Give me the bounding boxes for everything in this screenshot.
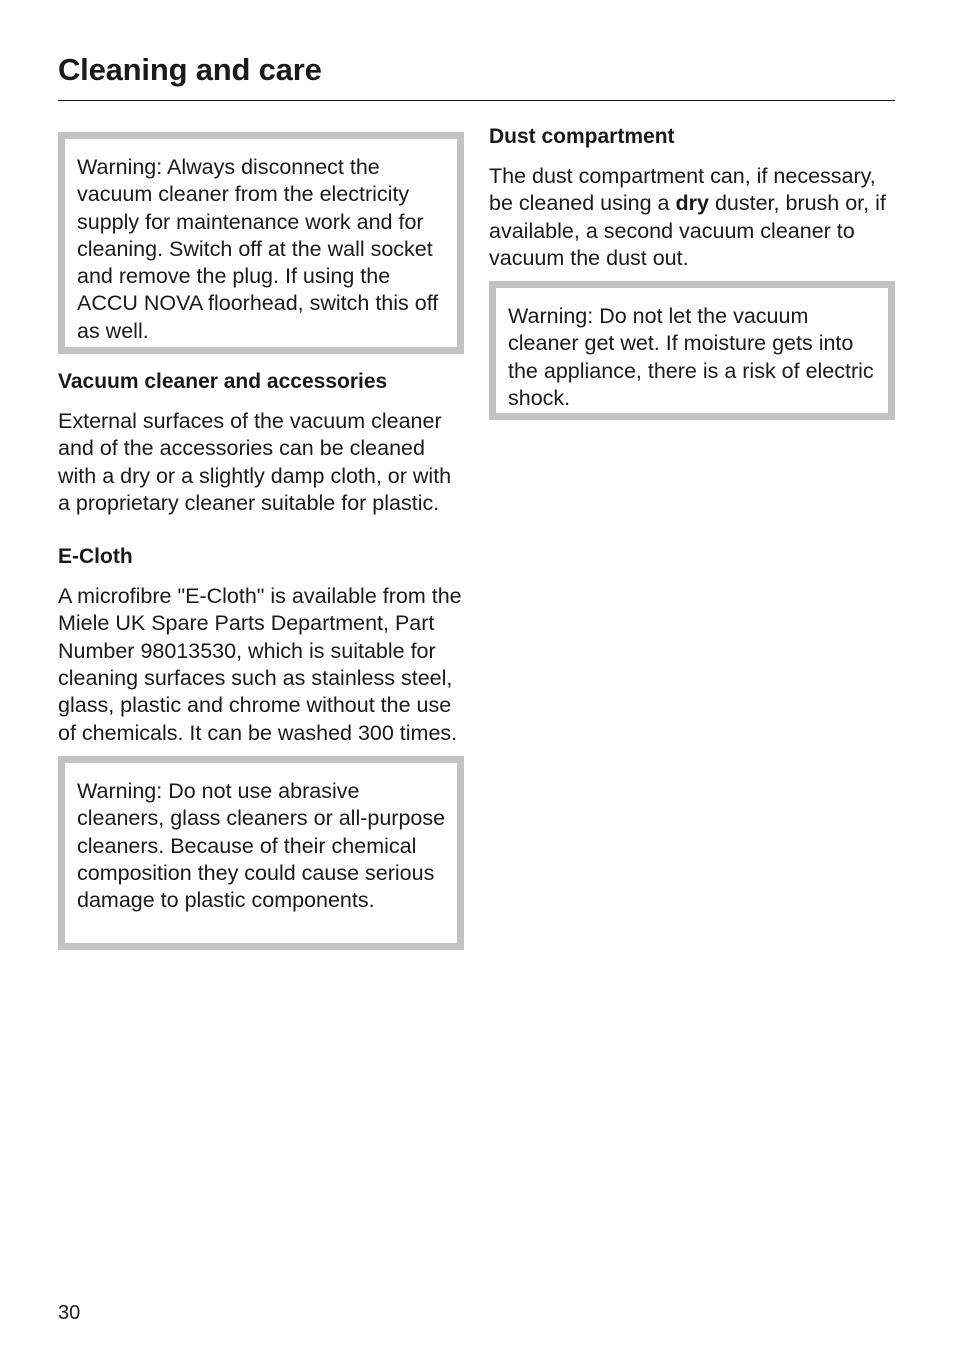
section-body-e-cloth: A microfibre "E-Cloth" is available from the Miele UK Spare Parts Department, Part Number 98013530, which is suitable for cleaning surfaces such as stainless steel, glass, plastic and chrome without the use of chemicals. It can be washed 300 times. (58, 584, 462, 745)
warning-box-disconnect (58, 132, 464, 354)
body-text-part: duster, brush or, if available, a second vacuum cleaner to vacuum the dust out. (489, 191, 886, 270)
body-text-part: The dust compartment can, if necessary, be cleaned using a (489, 164, 876, 216)
page-title: Cleaning and care (58, 52, 322, 87)
right-column (489, 123, 895, 420)
page-number: 30 (58, 1302, 81, 1324)
warning-text: Warning: Do not use abrasive cleaners, glass cleaners or all-purpose cleaners. Because of their chemical composition they could cause serious damage to plastic components. (77, 778, 446, 913)
body-text-emphasis: dry (675, 191, 709, 216)
warning-box-moisture (489, 281, 895, 420)
section-body-dust-compartment (489, 163, 895, 272)
warning-box-abrasive-cleaners (58, 756, 464, 950)
section-body-vacuum-cleaner: External surfaces of the vacuum cleaner and of the accessories can be cleaned with a dry or a slightly damp cloth, or with a proprietary cleaner suitable for plastic. (58, 409, 452, 515)
warning-text: Warning: Always disconnect the vacuum cleaner from the electricity supply for maintenance work and for cleaning. Switch off at the wall socket and remove the plug. If using the ACCU NOVA floorhead, switch this off as well. (77, 155, 439, 343)
section-heading-dust-compartment: Dust compartment (489, 125, 675, 148)
title-divider (58, 100, 895, 101)
left-column (58, 132, 464, 950)
section-heading-e-cloth: E-Cloth (58, 545, 133, 569)
section-heading-vacuum-cleaner: Vacuum cleaner and accessories (58, 370, 388, 393)
warning-text: Warning: Do not let the vacuum cleaner get wet. If moisture gets into the appliance, there is a risk of electric shock. (508, 304, 874, 411)
